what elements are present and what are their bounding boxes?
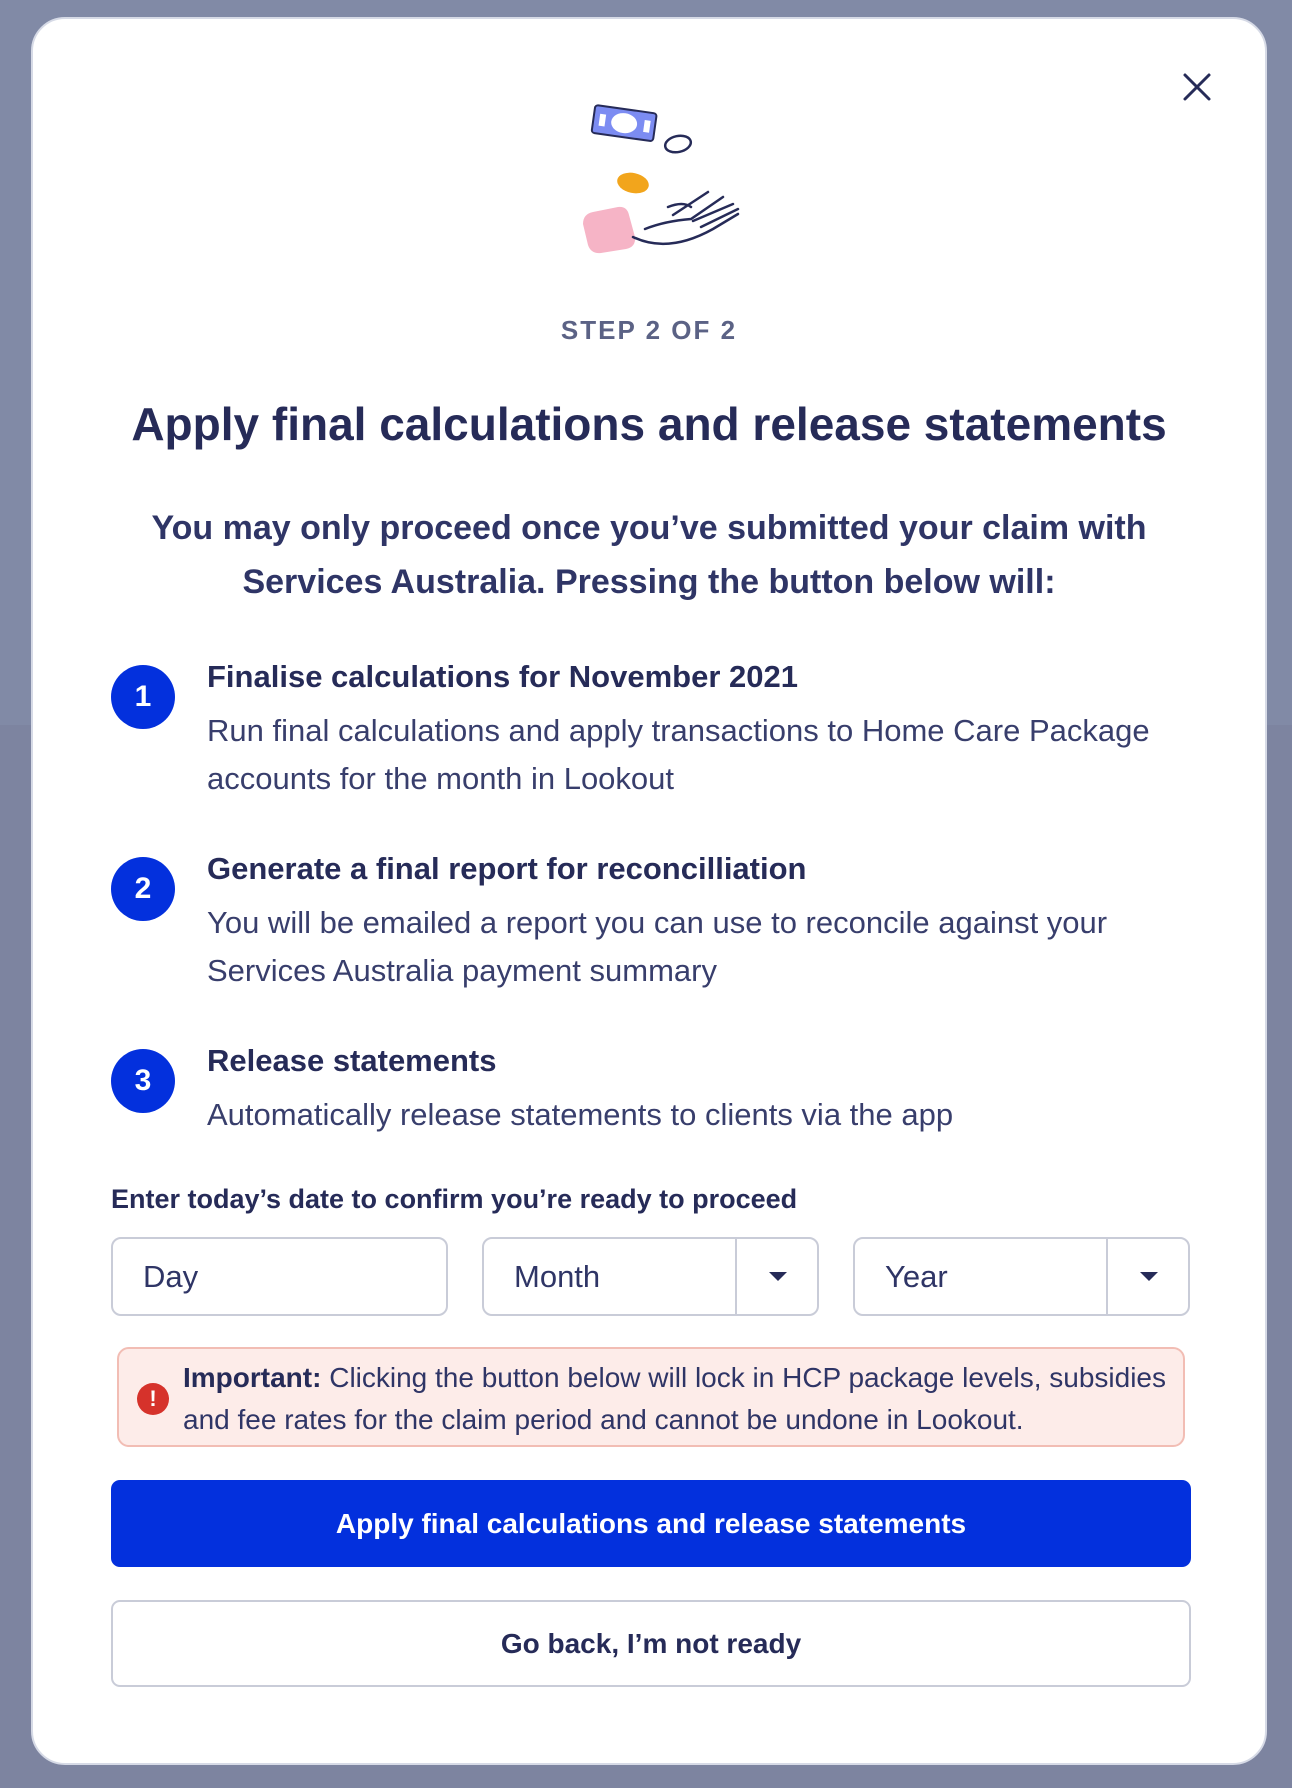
go-back-button[interactable]: Go back, I’m not ready <box>111 1600 1191 1687</box>
date-prompt-label: Enter today’s date to confirm you’re ready to proceed <box>111 1184 798 1214</box>
step-number-badge: 2 <box>111 857 175 921</box>
confirm-modal <box>31 17 1267 1765</box>
day-input[interactable] <box>111 1237 448 1316</box>
step-description: Run final calculations and apply transactions to Home Care Package accounts for the month in Lookout <box>207 713 1150 796</box>
year-dropdown-toggle[interactable] <box>1106 1239 1188 1314</box>
apply-final-calculations-button[interactable]: Apply final calculations and release statements <box>111 1480 1191 1567</box>
step-number-badge: 1 <box>111 665 175 729</box>
step-description: You will be emailed a report you can use to reconcile against your Services Australia payment summary <box>207 905 1108 988</box>
alert-message <box>183 1357 1173 1441</box>
intro-text: You may only proceed once you’ve submitted your claim with Services Australia. Pressing the button below will: <box>151 509 1147 601</box>
step-number-badge: 3 <box>111 1049 175 1113</box>
chevron-down-icon <box>1140 1272 1158 1281</box>
modal-title: Apply final calculations and release statements <box>131 398 1167 450</box>
step-heading: Finalise calculations for November 2021 <box>207 659 798 694</box>
step-heading: Release statements <box>207 1043 497 1078</box>
alert-icon: ! <box>137 1383 169 1415</box>
step-indicator: STEP 2 OF 2 <box>560 315 738 345</box>
close-button[interactable] <box>1177 67 1217 107</box>
month-dropdown-toggle[interactable] <box>735 1239 817 1314</box>
alert-body: Clicking the button below will lock in HCP package levels, subsidies and fee rates for the claim period and cannot be undone in Lookout. <box>183 1362 1167 1435</box>
money-hand-illustration <box>573 89 773 289</box>
month-select[interactable] <box>482 1237 819 1316</box>
important-alert <box>117 1347 1185 1447</box>
chevron-down-icon <box>769 1272 787 1281</box>
year-select[interactable] <box>853 1237 1190 1316</box>
year-placeholder: Year <box>885 1259 948 1294</box>
day-placeholder: Day <box>143 1259 199 1294</box>
month-placeholder: Month <box>514 1259 601 1294</box>
alert-label: Important: <box>183 1362 322 1393</box>
step-description: Automatically release statements to clients via the app <box>207 1097 954 1132</box>
step-heading: Generate a final report for reconcilliation <box>207 851 807 886</box>
close-icon <box>1177 67 1217 107</box>
